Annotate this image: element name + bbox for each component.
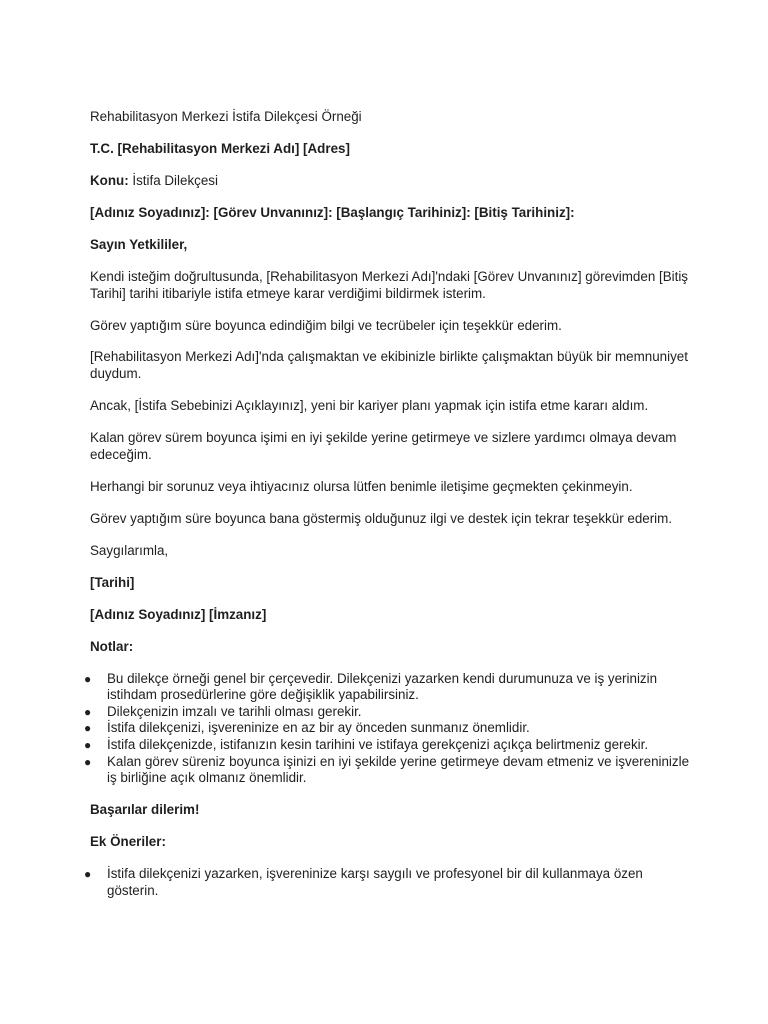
document-body (84, 109, 690, 915)
sender-fields: [Adınız Soyadınız]: [Görev Unvanınız]: [Başlangıç Tarihiniz]: [Bitiş Tarihiniz]: (90, 204, 575, 220)
body-paragraph: Ancak, [İstifa Sebebinizi Açıklayınız], yeni bir kariyer planı yapmak için istifa etme kararı aldım. (90, 398, 649, 414)
tips-heading: Ek Öneriler: (90, 834, 166, 850)
bullet-icon: ● (84, 721, 92, 736)
salutation: Sayın Yetkililer, (90, 236, 188, 252)
body-paragraph: [Rehabilitasyon Merkezi Adı]'nda çalışmaktan ve ekibinizle birlikte çalışmaktan büyük bir memnuniyet duydum. (90, 349, 688, 382)
list-item-text: İstifa dilekçenizi yazarken, işvereninize karşı saygılı ve profesyonel bir dil kullanmaya özen gösterin. (107, 866, 643, 898)
list-item (84, 720, 690, 737)
list-item (84, 670, 690, 704)
list-item (84, 736, 690, 754)
success-wish: Başarılar dilerim! (90, 802, 200, 818)
list-item (84, 753, 690, 787)
body-paragraph: Herhangi bir sorunuz veya ihtiyacınız olursa lütfen benimle iletişime geçmekten çekinmeyin. (90, 478, 633, 494)
bullet-icon: ● (84, 754, 92, 769)
list-item (84, 866, 690, 899)
signature-placeholder: [Adınız Soyadınız] [İmzanız] (90, 606, 267, 622)
recipient-line: T.C. [Rehabilitasyon Merkezi Adı] [Adres] (90, 140, 350, 156)
document-title: Rehabilitasyon Merkezi İstifa Dilekçesi Örneği (90, 109, 362, 124)
notes-list (84, 670, 690, 787)
date-placeholder: [Tarihi] (90, 574, 135, 590)
bullet-icon: ● (84, 867, 92, 882)
closing-line: Saygılarımla, (90, 542, 169, 558)
body-paragraph: Kalan görev sürem boyunca işimi en iyi şekilde yerine getirmeye ve sizlere yardımcı olmaya devam edeceğim. (90, 430, 677, 462)
notes-heading: Notlar: (90, 638, 134, 654)
list-item-text: İstifa dilekçenizi, işvereninize en az bir ay önceden sunmanız önemlidir. (107, 720, 530, 736)
list-item-text: Dilekçenizin imzalı ve tarihli olması gerekir. (107, 703, 362, 719)
tips-list (84, 866, 690, 899)
subject-value: İstifa Dilekçesi (128, 172, 218, 188)
bullet-icon: ● (84, 704, 92, 719)
subject-label: Konu: (90, 172, 129, 188)
list-item (84, 703, 690, 721)
body-paragraph: Kendi isteğim doğrultusunda, [Rehabilitasyon Merkezi Adı]'ndaki [Görev Unvanınız] görevimden [Bitiş Tarihi] tarihi itibariyle istifa etmeye karar verdiğimi bildirmek isterim. (90, 268, 689, 301)
subject-line (90, 173, 690, 190)
list-item-text: İstifa dilekçenizde, istifanızın kesin tarihini ve istifaya gerekçenizi açıkça belirtmeniz gerekir. (107, 736, 649, 752)
list-item-text: Kalan görev süreniz boyunca işinizi en iyi şekilde yerine getirmeye devam etmeniz ve işvereninizle iş birliğine açık olmanız önemlidir. (107, 753, 690, 786)
body-paragraph: Görev yaptığım süre boyunca bana göstermiş olduğunuz ilgi ve destek için tekrar teşekkür ederim. (90, 510, 673, 526)
body-paragraph: Görev yaptığım süre boyunca edindiğim bilgi ve tecrübeler için teşekkür ederim. (90, 317, 562, 333)
list-item-text: Bu dilekçe örneği genel bir çerçevedir. Dilekçenizi yazarken kendi durumunuza ve iş yerinizin istihdam prosedürlerine göre değişiklik yapabilirsiniz. (107, 670, 658, 703)
bullet-icon: ● (84, 671, 92, 686)
bullet-icon: ● (84, 737, 92, 752)
